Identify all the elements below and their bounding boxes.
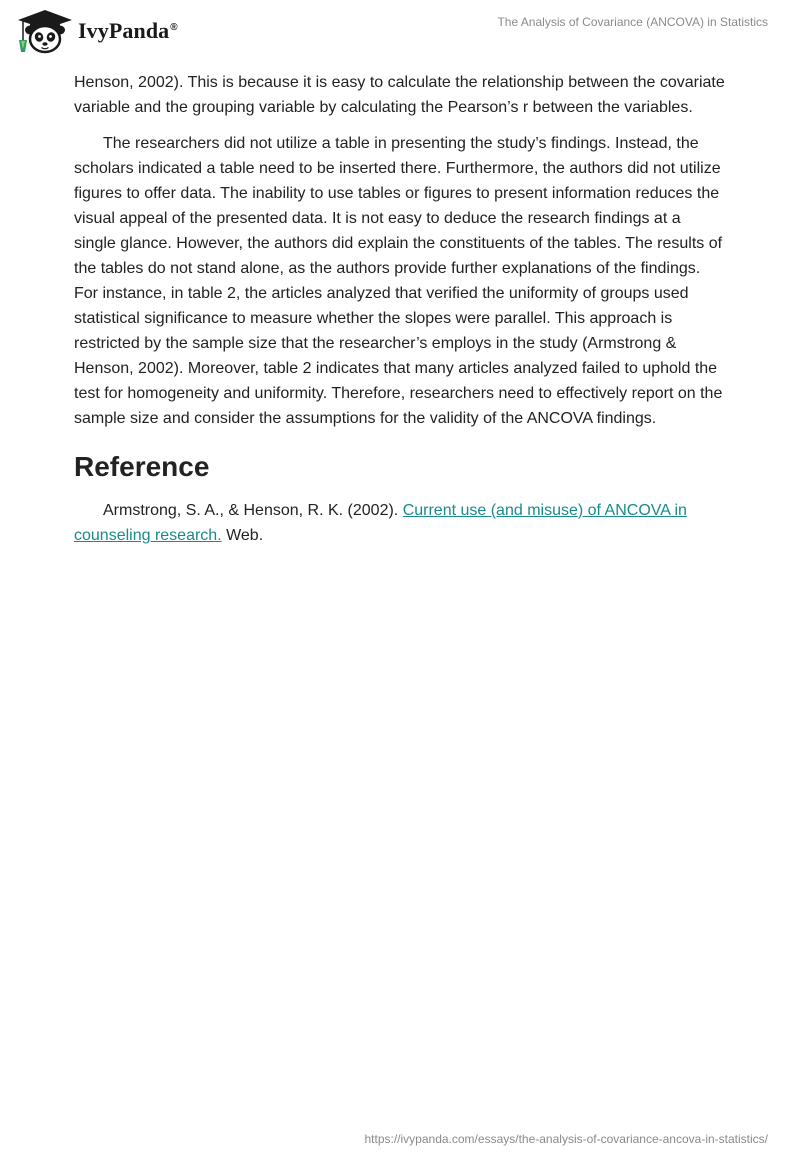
logo-wordmark: IvyPanda® — [78, 18, 178, 43]
footer-url[interactable]: https://ivypanda.com/essays/the-analysis-of-covariance-ancova-in-statistics/ — [364, 1132, 768, 1146]
body-paragraph-1: Henson, 2002). This is because it is easy to calculate the relationship between the covariate variable and the grouping variable by calculating the Pearson’s r between the variables. — [74, 74, 725, 116]
ivypanda-logo[interactable] — [14, 8, 178, 54]
reference-heading: Reference — [74, 451, 210, 482]
reference-authors: Armstrong, S. A., & Henson, R. K. (2002). — [103, 502, 399, 519]
reference-link[interactable]: Current use (and misuse) of ANCOVA in counseling research. — [74, 502, 687, 544]
body-paragraph-2: The researchers did not utilize a table in presenting the study’s findings. Instead, the scholars indicated a table need to be inserted there. Furthermore, the authors did not utilize figures to offer data. The inability to use tables or figures to present information reduces the visual appeal of the presented data. It is not easy to deduce the research findings at a single glance. However, the authors did explain the constituents of the tables. The results of the tables do not stand alone, as the authors provide further explanations of the findings. For instance, in table 2, the articles analyzed that verified the uniformity of groups used statistical significance to measure whether the slopes were parallel. This approach is restricted by the sample size that the researcher’s employs in the study (Armstrong & Henson, 2002). Moreover, table 2 indicates that many articles analyzed failed to uphold the test for homogeneity and uniformity. Therefore, researchers need to effectively report on the sample size and consider the assumptions for the validity of the ANCOVA findings. — [74, 135, 723, 427]
page-header — [0, 0, 800, 64]
essay-content — [74, 70, 726, 559]
reference-suffix: Web. — [226, 527, 264, 544]
reference-entry — [74, 498, 726, 548]
panda-mortarboard-icon — [14, 8, 76, 54]
registered-mark: ® — [170, 21, 178, 33]
document-title: The Analysis of Covariance (ANCOVA) in Statistics — [497, 15, 768, 29]
